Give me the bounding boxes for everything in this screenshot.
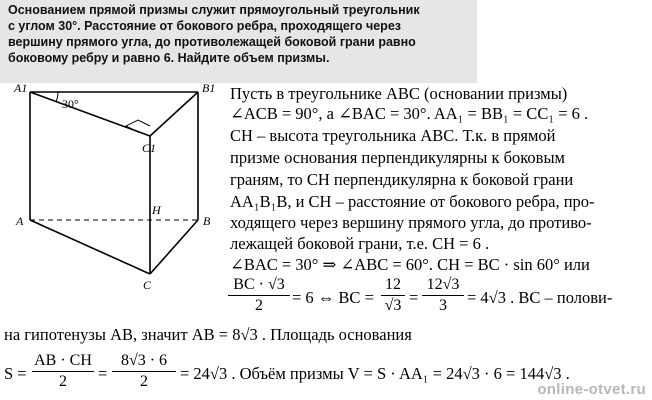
equals-sign: = bbox=[409, 288, 419, 307]
fraction-denominator: 2 bbox=[255, 297, 263, 314]
problem-line: боковому ребру и равно 6. Найдите объем призмы. bbox=[8, 51, 330, 65]
solution-line-5: граням, то CH перпендикулярна к боковой грани bbox=[230, 170, 574, 189]
fraction-denominator: 3 bbox=[439, 297, 447, 314]
label-b: B bbox=[203, 214, 211, 228]
fraction-numerator: AB · CH bbox=[34, 352, 92, 369]
fraction-numerator: 12 bbox=[385, 276, 401, 293]
fraction-ab-ch-over-2 bbox=[32, 352, 94, 391]
area-lhs: S = bbox=[4, 364, 27, 383]
fraction-numerator: 12√3 bbox=[426, 276, 460, 293]
label-a1: A1 bbox=[14, 84, 28, 95]
fraction-bar bbox=[422, 295, 464, 296]
equals-sign: = bbox=[98, 364, 108, 383]
problem-line: вершину прямого угла, до противолежащей боковой грани равно bbox=[8, 35, 416, 49]
fraction-bar bbox=[381, 295, 405, 296]
solution-line-1: Пусть в треугольнике ABC (основании призмы) bbox=[230, 84, 568, 103]
solution-line-2: ∠ACB = 90°, a ∠BAC = 30°. AA₁ = BB₁ = CC₁ = 6 . bbox=[230, 104, 589, 123]
problem-line: Основанием прямой призмы служит прямоугольный треугольник bbox=[8, 3, 420, 17]
watermark: online-otvet.ru bbox=[537, 381, 646, 398]
equation-tail: = 4√3 . BC – полови- bbox=[467, 288, 613, 307]
label-c1: C1 bbox=[142, 141, 157, 155]
label-c: C bbox=[143, 278, 152, 292]
solution-line-6: AA₁B₁B, и CH – расстояние от бокового ребра, про- bbox=[230, 192, 595, 211]
volume-result: = 24√3 . Объём призмы V = S · AA₁ = 24√3 · 6 = 144√3 . bbox=[180, 364, 570, 383]
fraction-denominator: 2 bbox=[59, 373, 67, 390]
fraction-numerator: 8√3 · 6 bbox=[120, 352, 168, 369]
solution-line-9: ∠BAC = 30° ⇒ ∠ABC = 60°. CH = BC · sin 60° или bbox=[230, 255, 590, 274]
label-b1: B1 bbox=[202, 84, 216, 95]
solution-line-7: ходящего через вершину прямого угла, до противо- bbox=[230, 213, 592, 232]
problem-statement bbox=[0, 0, 477, 83]
solution-line-3: CH – высота треугольника ABC. Т.к. в прямой bbox=[230, 126, 556, 145]
solution-line-11: на гипотенузы AB, значит AB = 8√3 . Площадь основания bbox=[4, 325, 412, 344]
fraction-denominator: √3 bbox=[384, 297, 402, 314]
prism-figure bbox=[0, 84, 232, 294]
equation-middle: = 6 ⇔ BC = bbox=[292, 288, 374, 307]
label-a: A bbox=[16, 214, 24, 228]
fraction-denominator: 2 bbox=[140, 373, 148, 390]
fraction-numerator: BC · √3 bbox=[233, 276, 285, 293]
fraction-bc-sqrt3-over-2 bbox=[228, 276, 290, 315]
solution-line-4: призме основания перпендикулярны к боковым bbox=[230, 148, 565, 167]
fraction-12-over-sqrt3 bbox=[381, 276, 405, 315]
fraction-bar bbox=[32, 371, 94, 372]
angle-label: 30° bbox=[62, 97, 79, 111]
fraction-bar bbox=[112, 371, 176, 372]
problem-line: с углом 30°. Расстояние от бокового ребра, проходящего через bbox=[8, 19, 401, 33]
fraction-12sqrt3-over-3 bbox=[422, 276, 464, 315]
solution-line-8: лежащей боковой грани, т.е. CH = 6 . bbox=[230, 234, 490, 253]
label-h: H bbox=[152, 203, 161, 217]
fraction-8sqrt3-6-over-2 bbox=[112, 352, 176, 391]
fraction-bar bbox=[228, 295, 290, 296]
